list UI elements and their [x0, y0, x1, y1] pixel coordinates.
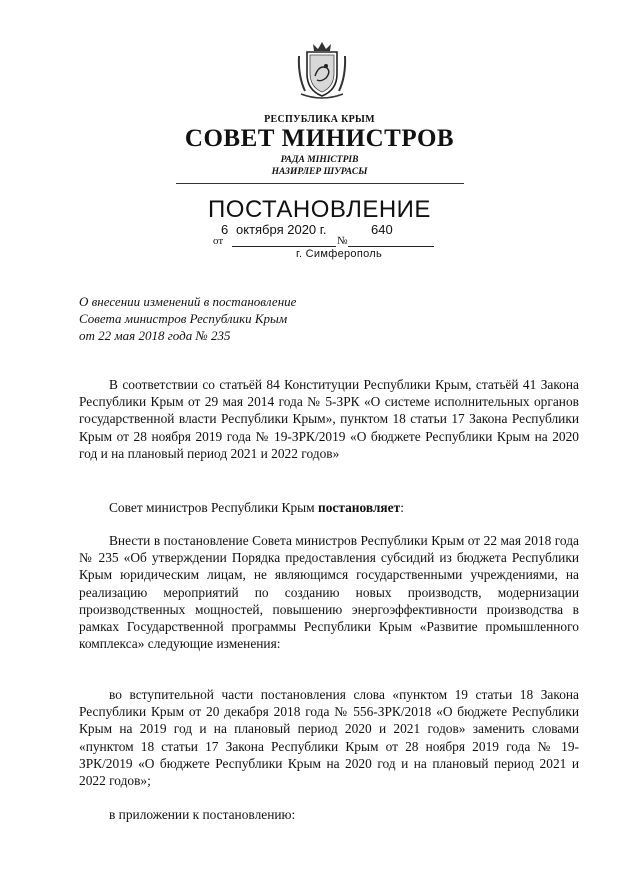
- decree-month-year: октября 2020 г.: [236, 222, 327, 237]
- amendment-item-paragraph: во вступительной части постановления слова «пунктом 19 статьи 18 Закона Республики Крым от 20 декабря 2018 года № 556-ЗРК/2018 «О бюджете Республики Крым на 2019 год и на плановый период 2020 и 2021 годов» заменить словами «пунктом 18 статьи 17 Закона Республики Крым от 28 ноября 2019 года № 19-ЗРК/2019 «О бюджете Республики Крым на 2020 год и на плановый период 2021 и 2022 годов»;: [79, 687, 579, 789]
- date-underline: [232, 246, 336, 247]
- subject-line: от 22 мая 2018 года № 235: [79, 328, 231, 343]
- resolution-verb: постановляет: [317, 500, 401, 515]
- resolution-paragraph: [79, 499, 579, 516]
- decree-day: 6: [221, 222, 229, 237]
- council-title: СОВЕТ МИНИСТРОВ: [184, 125, 455, 152]
- crimea-coat-of-arms-icon: [293, 36, 351, 100]
- amendment-paragraph: Внести в постановление Совета министров Республики Крым от 22 мая 2018 года № 235 «Об утверждении Порядка предоставления субсидий из бюджета Республики Крым юридическим лицам, не являющимся государственными учреждениями, на реализацию мероприятий по созданию новых производств, модернизации производственных мощностей, повышению энергоэффективности производства в рамках Государственной программы Республики Крым «Развитие промышленного комплекса» следующие изменения:: [79, 533, 579, 652]
- city-label: г. Симферополь: [296, 248, 383, 260]
- resolution-subject: Совет министров Республики Крым: [109, 500, 318, 515]
- subject-line: Совета министров Республики Крым: [79, 311, 288, 326]
- council-title-ukrainian: РАДА МІНІСТРІВ: [280, 155, 359, 165]
- decree-number: 640: [371, 222, 393, 237]
- number-underline: [348, 246, 434, 247]
- council-title-crimean-tatar: НАЗИРЛЕР ШУРАСЫ: [271, 167, 368, 177]
- date-label: от: [213, 235, 224, 247]
- appendix-paragraph: в приложении к постановлению:: [109, 807, 296, 822]
- number-label: №: [337, 235, 348, 247]
- decree-subject: [79, 293, 296, 344]
- document-type-title: ПОСТАНОВЛЕНИЕ: [208, 196, 431, 223]
- resolution-colon: :: [400, 500, 404, 515]
- subject-line: О внесении изменений в постановление: [79, 294, 297, 309]
- preamble-paragraph: В соответствии со статьёй 84 Конституции Республики Крым, статьёй 41 Закона Республики Крым от 29 мая 2014 года № 5-ЗРК «О системе исполнительных органов государственной власти Республики Крым», пунктом 18 статьи 17 Закона Республики Крым от 28 ноября 2019 года № 19-ЗРК/2019 «О бюджете Республики Крым на 2020 год и на плановый период 2021 и 2022 годов»: [79, 377, 579, 461]
- republic-label: РЕСПУБЛИКА КРЫМ: [264, 114, 375, 125]
- header-divider: [176, 183, 464, 184]
